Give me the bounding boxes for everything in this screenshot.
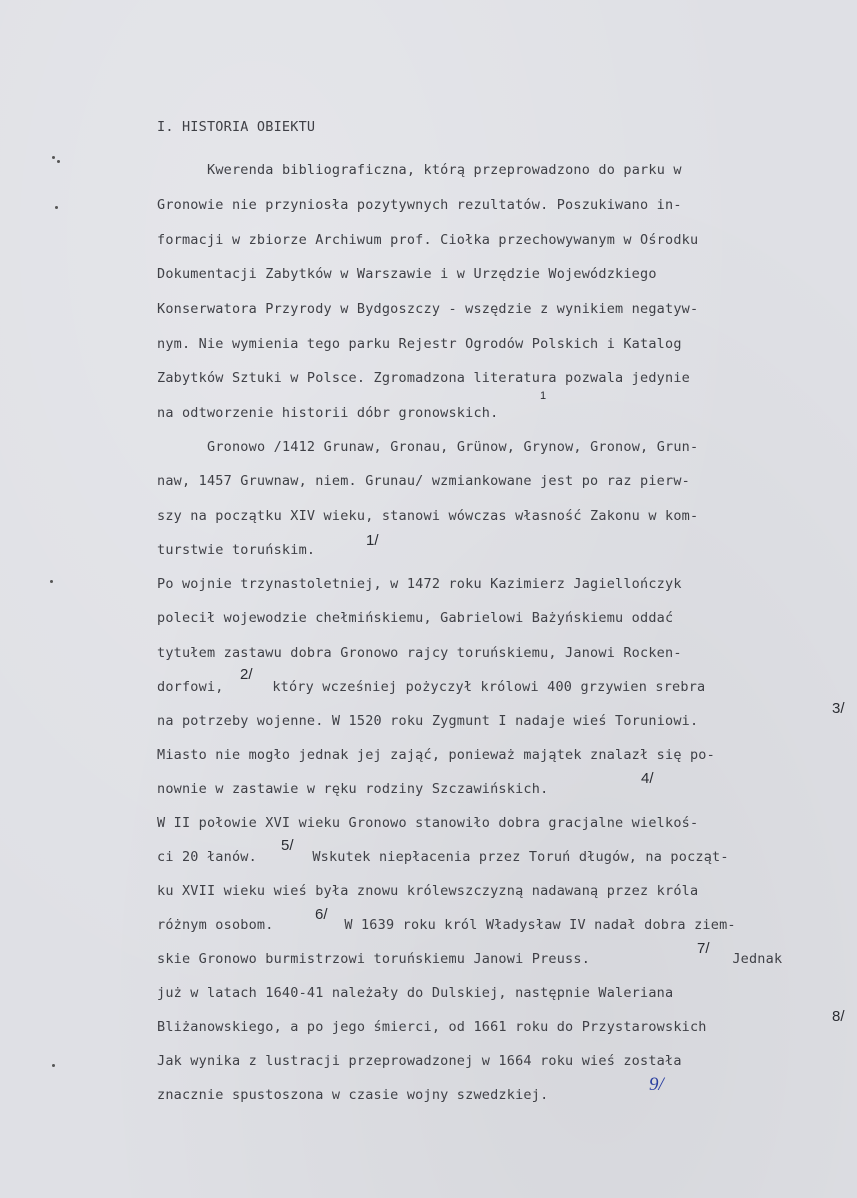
footnote-mark: 6/ [315, 906, 328, 923]
margin-speck [57, 160, 60, 163]
text-line: Wskutek niepłacenia przez Toruń długów, na począt- [304, 849, 729, 865]
footnote-mark: 3/ [832, 700, 845, 717]
footnote-mark: 1/ [366, 532, 379, 549]
text-line: nym. Nie wymienia tego parku Rejestr Ogrodów Polskich i Katalog [157, 336, 682, 352]
footnote-mark: 5/ [281, 837, 294, 854]
text-line: na odtworzenie historii dóbr gronowskich. [157, 405, 499, 421]
text-line: W 1639 roku król Władysław IV nadał dobra ziem- [336, 917, 736, 933]
text-line: Bliżanowskiego, a po jego śmierci, od 1661 roku do Przystarowskich [157, 1019, 707, 1035]
text-line: dorfowi, [157, 679, 224, 695]
text-line: Jednak [724, 951, 783, 967]
footnote-mark: 1 [540, 390, 547, 402]
text-line: Miasto nie mogło jednak jej zająć, ponieważ majątek znalazł się po- [157, 747, 715, 763]
text-line: Jak wynika z lustracji przeprowadzonej w 1664 roku wieś została [157, 1053, 682, 1069]
text-line: skie Gronowo burmistrzowi toruńskiemu Janowi Preuss. [157, 951, 591, 967]
margin-speck [55, 206, 58, 209]
text-line: który wcześniej pożyczył królowi 400 grzywien srebra [264, 679, 706, 695]
margin-speck [52, 1064, 55, 1067]
text-line: Zabytków Sztuki w Polsce. Zgromadzona literatura pozwala jedynie [157, 370, 690, 386]
text-line: Kwerenda bibliograficzna, którą przeprowadzono do parku w [207, 162, 682, 178]
text-line: różnym osobom. [157, 917, 274, 933]
text-line: formacji w zbiorze Archiwum prof. Ciołka przechowywanym w Ośrodku [157, 232, 699, 248]
section-heading: I. HISTORIA OBIEKTU [157, 119, 316, 135]
text-line: ku XVII wieku wieś była znowu królewszczyzną nadawaną przez króla [157, 883, 699, 899]
text-line: turstwie toruńskim. [157, 542, 316, 558]
text-line: naw, 1457 Gruwnaw, niem. Grunau/ wzmiankowane jest po raz pierw- [157, 473, 690, 489]
text-line: tytułem zastawu dobra Gronowo rajcy toruńskiemu, Janowi Rocken- [157, 645, 682, 661]
text-line: W II połowie XVI wieku Gronowo stanowiło dobra gracjalne wielkoś- [157, 815, 699, 831]
text-line: Dokumentacji Zabytków w Warszawie i w Urzędzie Wojewódzkiego [157, 266, 657, 282]
margin-speck [52, 156, 55, 159]
text-line: Konserwatora Przyrody w Bydgoszczy - wszędzie z wynikiem negatyw- [157, 301, 699, 317]
text-line: Po wojnie trzynastoletniej, w 1472 roku Kazimierz Jagiellończyk [157, 576, 682, 592]
text-line: na potrzeby wojenne. W 1520 roku Zygmunt I nadaje wieś Toruniowi. [157, 713, 699, 729]
text-line: Gronowie nie przyniosła pozytywnych rezultatów. Poszukiwano in- [157, 197, 682, 213]
text-line: ci 20 łanów. [157, 849, 257, 865]
footnote-mark: 7/ [697, 940, 710, 957]
text-line: już w latach 1640-41 należały do Dulskiej, następnie Waleriana [157, 985, 674, 1001]
text-line: znacznie spustoszona w czasie wojny szwedzkiej. [157, 1087, 549, 1103]
footnote-mark: 2/ [240, 666, 253, 683]
text-line: Gronowo /1412 Grunaw, Gronau, Grünow, Grynow, Gronow, Grun- [207, 439, 699, 455]
handwritten-footnote-mark: 9/ [649, 1074, 664, 1095]
footnote-mark: 4/ [641, 770, 654, 787]
text-line: szy na początku XIV wieku, stanowi wówczas własność Zakonu w kom- [157, 508, 699, 524]
text-line: polecił wojewodzie chełmińskiemu, Gabrielowi Bażyńskiemu oddać [157, 610, 674, 626]
text-line: nownie w zastawie w ręku rodziny Szczawińskich. [157, 781, 549, 797]
footnote-mark: 8/ [832, 1008, 845, 1025]
margin-speck [50, 580, 53, 583]
